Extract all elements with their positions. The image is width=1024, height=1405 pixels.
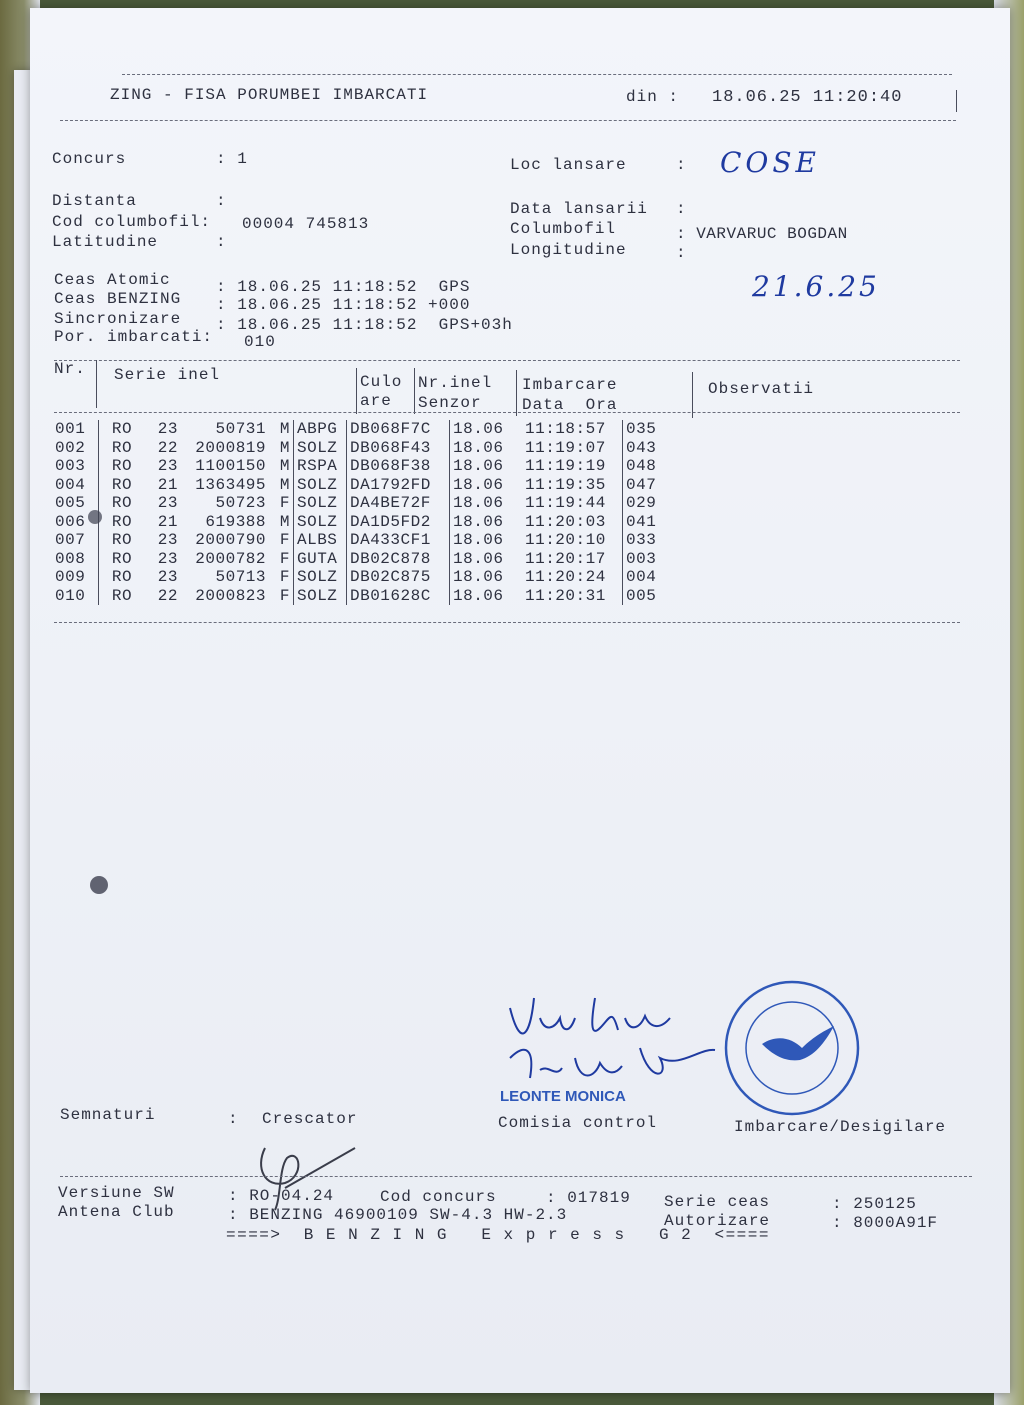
- cell-observatii: 047: [626, 475, 657, 494]
- header-divider-1: [96, 360, 97, 408]
- column-header-imbarcare-1: Imbarcare: [522, 376, 618, 394]
- antena-club-label: Antena Club: [58, 1203, 175, 1221]
- ceas-atomic-value: : 18.06.25 11:18:52 GPS: [216, 278, 471, 296]
- cell-tara: RO: [111, 586, 133, 605]
- cell-sex: M: [279, 420, 290, 438]
- header-top-rule: [122, 74, 952, 75]
- cell-serie: 2000790: [195, 531, 266, 549]
- header-date-value: 18.06.25 11:20:40: [712, 88, 903, 107]
- cell-culoare: RSPA: [294, 457, 347, 476]
- cell-nr: 005: [52, 494, 99, 513]
- data-lansarii-colon: :: [676, 200, 687, 218]
- column-header-imbarcare-2: Data Ora: [522, 396, 618, 414]
- cell-observatii: 033: [626, 531, 657, 549]
- distanta-colon: :: [216, 192, 227, 210]
- document-title: ZING - FISA PORUMBEI IMBARCATI: [110, 86, 429, 104]
- serie-ceas-value: : 250125: [832, 1195, 917, 1213]
- cell-sex: M: [279, 438, 290, 457]
- cell-ora: 11:20:24: [522, 568, 623, 587]
- official-stamp: [722, 978, 862, 1118]
- cell-ora: 11:20:31: [522, 587, 623, 606]
- table-row: [52, 568, 689, 587]
- document-page: [30, 8, 1010, 1393]
- data-lansarii-label: Data lansarii: [510, 200, 648, 218]
- latitudine-colon: :: [216, 233, 227, 251]
- cell-senzor: DB02C875: [347, 568, 450, 587]
- cell-ora: 11:19:07: [522, 439, 623, 458]
- cell-an: 23: [157, 549, 178, 568]
- table-row: [52, 587, 689, 606]
- cell-senzor: DA433CF1: [347, 531, 450, 550]
- comisia-control-label: Comisia control: [498, 1114, 658, 1132]
- cell-nr: 008: [52, 550, 99, 569]
- cell-serie: 50723: [215, 494, 266, 512]
- table-row: [52, 476, 689, 495]
- cell-tara: RO: [111, 457, 133, 475]
- cell-observatii: 041: [626, 512, 657, 531]
- cell-culoare: ABPG: [294, 420, 347, 439]
- cell-nr: 001: [52, 420, 99, 439]
- cell-senzor: DB068F7C: [347, 420, 450, 439]
- cell-an: 21: [157, 512, 178, 531]
- header-edge: [956, 90, 957, 112]
- columbofil-value: : VARVARUC BOGDAN: [676, 225, 848, 243]
- table-row: [52, 494, 689, 513]
- cell-senzor: DA1792FD: [347, 476, 450, 495]
- semnaturi-label: Semnaturi: [60, 1106, 156, 1124]
- cell-an: 23: [157, 568, 178, 586]
- cell-tara: RO: [111, 549, 133, 568]
- cell-tara: RO: [111, 420, 133, 438]
- autorizare-label: Autorizare: [664, 1212, 771, 1230]
- table-top-rule: [54, 360, 960, 361]
- cell-ora: 11:20:17: [522, 550, 623, 569]
- column-header-nr-inel-2: Senzor: [418, 394, 482, 412]
- cell-observatii: 004: [626, 568, 657, 586]
- table-row: [52, 457, 689, 476]
- cell-an: 23: [157, 494, 178, 512]
- cell-an: 23: [157, 420, 178, 438]
- punch-hole: [88, 510, 102, 524]
- longitudine-colon: :: [676, 244, 687, 262]
- column-header-culoare-2: are: [360, 392, 392, 410]
- por-imbarcati-label: Por. imbarcati:: [54, 328, 214, 346]
- longitudine-label: Longitudine: [510, 241, 627, 259]
- header-divider-3: [414, 368, 415, 414]
- cod-concurs-value: : 017819: [546, 1189, 631, 1207]
- cell-nr: 003: [52, 457, 99, 476]
- cell-an: 23: [157, 457, 178, 475]
- table-row: [52, 420, 689, 439]
- versiune-sw-label: Versiune SW: [58, 1184, 175, 1202]
- cell-nr: 004: [52, 476, 99, 495]
- table-bottom-rule: [54, 622, 960, 623]
- benzing-banner: ====> B E N Z I N G E x p r e s s G 2 <====: [226, 1226, 770, 1244]
- cell-an: 22: [157, 586, 178, 605]
- handwritten-date: 21.6.25: [752, 270, 880, 303]
- cell-data: 18.06: [453, 494, 504, 512]
- cell-culoare: SOLZ: [294, 494, 347, 513]
- cell-sex: F: [279, 549, 290, 568]
- cell-observatii: 003: [626, 549, 657, 568]
- column-header-observatii: Observatii: [708, 380, 815, 398]
- cell-ora: 11:19:35: [522, 476, 623, 495]
- cell-senzor: DB02C878: [347, 550, 450, 569]
- cell-culoare: SOLZ: [294, 587, 347, 606]
- cell-data: 18.06: [453, 531, 504, 549]
- signature-scribbles: [500, 988, 720, 1098]
- sincronizare-label: Sincronizare: [54, 310, 182, 328]
- cell-tara: RO: [111, 531, 133, 549]
- cell-serie: 1363495: [195, 475, 266, 494]
- cell-observatii: 029: [626, 494, 657, 512]
- cell-serie: 2000782: [195, 549, 266, 568]
- cell-culoare: SOLZ: [294, 439, 347, 458]
- cell-tara: RO: [111, 475, 133, 494]
- cell-observatii: 048: [626, 457, 657, 475]
- cell-an: 23: [157, 531, 178, 549]
- serie-ceas-label: Serie ceas: [664, 1193, 771, 1211]
- crescator-label: Crescator: [262, 1110, 358, 1128]
- autorizare-value: : 8000A91F: [832, 1214, 939, 1232]
- cell-data: 18.06: [453, 512, 504, 531]
- cell-data: 18.06: [453, 420, 504, 438]
- cell-observatii: 005: [626, 586, 657, 605]
- table-row: [52, 513, 689, 532]
- semnaturi-colon: :: [228, 1110, 239, 1128]
- cell-sex: M: [279, 457, 290, 475]
- cell-culoare: GUTA: [294, 550, 347, 569]
- cell-data: 18.06: [453, 586, 504, 605]
- column-header-serie-inel: Serie inel: [114, 366, 221, 384]
- cell-culoare: ALBS: [294, 531, 347, 550]
- cell-nr: 009: [52, 568, 99, 587]
- imbarcare-desigilare-label: Imbarcare/Desigilare: [734, 1118, 947, 1136]
- cell-ora: 11:19:19: [522, 457, 623, 476]
- cell-sex: M: [279, 512, 290, 531]
- antena-club-value: : BENZING 46900109 SW-4.3 HW-2.3: [228, 1206, 568, 1224]
- cell-ora: 11:20:10: [522, 531, 623, 550]
- sincronizare-value: : 18.06.25 11:18:52 GPS+03h: [216, 316, 513, 334]
- cell-tara: RO: [111, 494, 133, 512]
- loc-lansare-colon: :: [676, 156, 687, 174]
- cell-data: 18.06: [453, 438, 504, 457]
- header-divider-4: [516, 370, 517, 416]
- cell-tara: RO: [111, 438, 133, 457]
- cell-senzor: DA4BE72F: [347, 494, 450, 513]
- column-header-culoare-1: Culo: [360, 373, 403, 391]
- cell-nr: 006: [52, 513, 99, 532]
- cod-concurs-label: Cod concurs: [380, 1188, 497, 1206]
- cell-serie: 50731: [215, 420, 266, 438]
- cell-sex: F: [279, 494, 290, 512]
- cell-sex: M: [279, 475, 290, 494]
- cell-an: 21: [157, 475, 178, 494]
- cell-nr: 002: [52, 439, 99, 458]
- cell-serie: 2000819: [195, 438, 266, 457]
- cell-data: 18.06: [453, 457, 504, 475]
- cell-observatii: 035: [626, 420, 657, 438]
- loc-lansare-handwritten: COSE: [720, 146, 820, 179]
- concurs-label: Concurs: [52, 150, 127, 168]
- por-imbarcati-value: 010: [244, 333, 276, 351]
- cell-culoare: SOLZ: [294, 568, 347, 587]
- cell-senzor: DA1D5FD2: [347, 513, 450, 532]
- table-row: [52, 439, 689, 458]
- column-header-nr-inel-1: Nr.inel: [418, 374, 493, 392]
- cell-data: 18.06: [453, 549, 504, 568]
- cod-columbofil-label: Cod columbofil:: [52, 213, 212, 231]
- columbofil-label: Columbofil: [510, 220, 617, 238]
- cell-culoare: SOLZ: [294, 513, 347, 532]
- loc-lansare-label: Loc lansare: [510, 156, 627, 174]
- cell-tara: RO: [111, 512, 133, 531]
- cell-sex: F: [279, 586, 290, 605]
- cell-senzor: DB068F43: [347, 439, 450, 458]
- cell-serie: 1100150: [195, 457, 266, 475]
- ceas-benzing-value: : 18.06.25 11:18:52 +000: [216, 296, 471, 314]
- cell-sex: F: [279, 531, 290, 549]
- header-bottom-rule: [60, 120, 956, 121]
- cell-ora: 11:19:44: [522, 494, 623, 513]
- latitudine-label: Latitudine: [52, 233, 159, 251]
- column-header-nr: Nr.: [54, 360, 86, 378]
- versiune-sw-value: : RO-04.24: [228, 1187, 335, 1205]
- header-divider-2: [356, 368, 357, 414]
- pigeon-table: [52, 420, 689, 605]
- cell-serie: 50713: [215, 568, 266, 586]
- concurs-value: : 1: [216, 150, 248, 168]
- cell-ora: 11:18:57: [522, 420, 623, 439]
- printed-signatory-name: LEONTE MONICA: [500, 1088, 626, 1105]
- cell-ora: 11:20:03: [522, 513, 623, 532]
- cell-culoare: SOLZ: [294, 476, 347, 495]
- cell-data: 18.06: [453, 568, 504, 586]
- ceas-benzing-label: Ceas BENZING: [54, 290, 182, 308]
- cell-tara: RO: [111, 568, 133, 586]
- footer-top-rule: [60, 1176, 972, 1177]
- cell-nr: 007: [52, 531, 99, 550]
- cell-sex: F: [279, 568, 290, 586]
- cell-an: 22: [157, 438, 178, 457]
- cell-serie: 619388: [205, 512, 266, 531]
- table-header-rule: [54, 412, 960, 413]
- cell-data: 18.06: [453, 475, 504, 494]
- cell-observatii: 043: [626, 438, 657, 457]
- cell-nr: 010: [52, 587, 99, 606]
- cod-columbofil-value: 00004 745813: [242, 215, 370, 233]
- ceas-atomic-label: Ceas Atomic: [54, 271, 171, 289]
- table-row: [52, 550, 689, 569]
- header-date-label: din :: [626, 88, 680, 106]
- distanta-label: Distanta: [52, 192, 137, 210]
- cell-senzor: DB068F38: [347, 457, 450, 476]
- table-row: [52, 531, 689, 550]
- cell-serie: 2000823: [195, 586, 266, 605]
- cell-senzor: DB01628C: [347, 587, 450, 606]
- punch-hole: [90, 876, 108, 894]
